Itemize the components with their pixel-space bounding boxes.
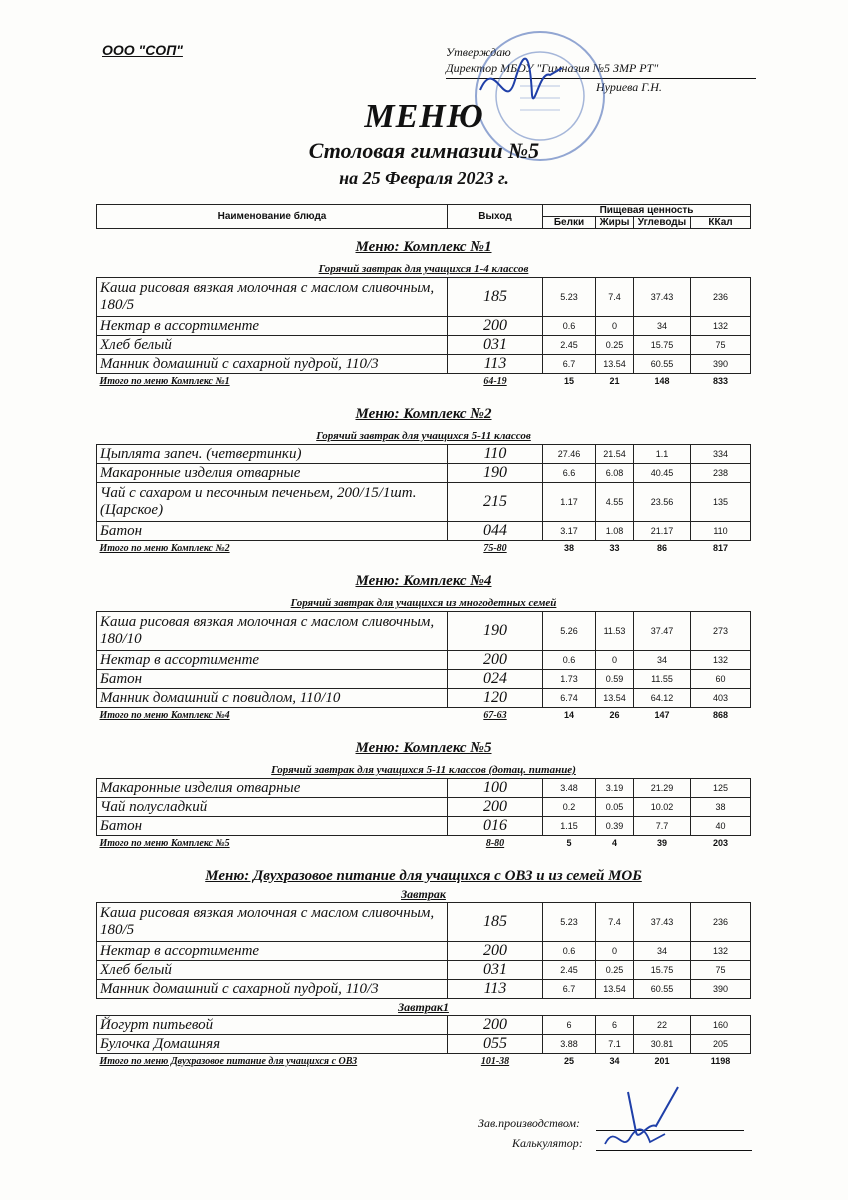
dish-carbs: 10.02 [634,798,691,817]
dish-carbs: 30.81 [634,1035,691,1054]
group-title-row [97,257,751,278]
group-title: Завтрак [401,886,446,901]
dish-carbs: 11.55 [634,670,691,689]
table-row [97,942,751,961]
dish-fats: 0 [596,317,634,336]
section-spacer [97,388,751,396]
dish-name: Чай с сахаром и песочным печеньем, 200/15/1шт. (Царское) [97,483,448,522]
dish-proteins: 6.74 [543,689,596,708]
total-output: 8-80 [485,837,505,849]
dish-carbs: 37.43 [634,278,691,317]
total-row [97,541,751,556]
total-carbs: 147 [654,710,670,720]
dish-name: Макаронные изделия отварные [97,779,448,798]
dish-output: 200 [448,942,543,961]
dish-name: Каша рисовая вязкая молочная с маслом сливочным, 180/5 [97,903,448,942]
dish-output: 215 [448,483,543,522]
dish-proteins: 0.6 [543,317,596,336]
total-label: Итого по меню Комплекс №2 [99,542,230,554]
total-label: Итого по меню Двухразовое питание для учащихся с ОВЗ [99,1055,358,1067]
dish-carbs: 34 [634,317,691,336]
table-row [97,336,751,355]
table-row [97,522,751,541]
dish-name: Каша рисовая вязкая молочная с маслом сливочным, 180/10 [97,612,448,651]
dish-carbs: 21.17 [634,522,691,541]
dish-fats: 7.1 [596,1035,634,1054]
section-title: Меню: Комплекс №2 [355,405,492,422]
dish-proteins: 3.48 [543,779,596,798]
dish-fats: 21.54 [596,445,634,464]
page-subtitle: Столовая гимназии №5 [308,138,540,163]
dish-proteins: 2.45 [543,961,596,980]
dish-kcal: 390 [691,980,751,999]
dish-name: Нектар в ассортименте [97,317,448,336]
dish-fats: 7.4 [596,278,634,317]
dish-fats: 0 [596,651,634,670]
table-row [97,670,751,689]
dish-kcal: 334 [691,445,751,464]
dish-carbs: 64.12 [634,689,691,708]
section-title-row [97,396,751,424]
menu-table [96,204,751,1068]
total-proteins: 5 [566,838,572,848]
total-proteins: 38 [563,543,574,553]
dish-fats: 1.08 [596,522,634,541]
dish-proteins: 5.23 [543,903,596,942]
group-title-row [97,591,751,612]
total-output: 75-80 [483,542,507,554]
dish-name: Хлеб белый [97,336,448,355]
header-output: Выход [448,205,543,229]
group-title: Горячий завтрак для учащихся 1-4 классов [318,263,529,275]
total-kcal: 203 [713,838,729,848]
dish-fats: 0.39 [596,817,634,836]
group-title: Горячий завтрак для учащихся 5-11 классов (дотац. питание) [271,764,576,776]
table-row [97,317,751,336]
dish-output: 113 [448,355,543,374]
dish-kcal: 38 [691,798,751,817]
total-carbs: 148 [654,376,670,386]
spacer-cell [97,388,751,396]
total-output: 64-19 [483,375,507,387]
director-name: Нуриева Г.Н. [446,78,756,95]
total-proteins: 15 [563,376,574,386]
dish-output: 016 [448,817,543,836]
table-row [97,464,751,483]
group-title-row [97,424,751,445]
dish-carbs: 7.7 [634,817,691,836]
dish-proteins: 3.17 [543,522,596,541]
table-row [97,903,751,942]
header-fats: Жиры [596,217,634,229]
dish-proteins: 3.88 [543,1035,596,1054]
dish-name: Батон [97,817,448,836]
dish-output: 200 [448,1016,543,1035]
dish-name: Нектар в ассортименте [97,651,448,670]
dish-output: 185 [448,278,543,317]
dish-fats: 13.54 [596,689,634,708]
header-carbs: Углеводы [634,217,691,229]
dish-carbs: 60.55 [634,980,691,999]
table-row [97,612,751,651]
table-row [97,355,751,374]
calculator-label: Калькулятор: [512,1136,583,1150]
dish-proteins: 0.6 [543,651,596,670]
dish-proteins: 1.73 [543,670,596,689]
total-row [97,708,751,723]
dish-fats: 13.54 [596,980,634,999]
dish-proteins: 5.23 [543,278,596,317]
total-carbs: 86 [656,543,667,553]
dish-proteins: 1.15 [543,817,596,836]
table-row [97,1035,751,1054]
total-label: Итого по меню Комплекс №4 [99,709,230,721]
dish-output: 055 [448,1035,543,1054]
section-spacer [97,555,751,563]
total-fats: 33 [609,543,620,553]
dish-kcal: 40 [691,817,751,836]
dish-output: 185 [448,903,543,942]
header-dish: Наименование блюда [97,205,448,229]
total-kcal: 868 [713,710,729,720]
dish-fats: 6.08 [596,464,634,483]
header-nutrition: Пищевая ценность [543,205,751,217]
table-row [97,445,751,464]
dish-name: Нектар в ассортименте [97,942,448,961]
dish-output: 031 [448,961,543,980]
dish-carbs: 21.29 [634,779,691,798]
dish-output: 113 [448,980,543,999]
total-fats: 21 [609,376,620,386]
dish-output: 120 [448,689,543,708]
spacer-cell [97,555,751,563]
dish-proteins: 5.26 [543,612,596,651]
dish-fats: 0.25 [596,336,634,355]
dish-output: 100 [448,779,543,798]
dish-kcal: 125 [691,779,751,798]
dish-name: Цыплята запеч. (четвертинки) [97,445,448,464]
table-row [97,961,751,980]
table-row [97,779,751,798]
total-row [97,1054,751,1069]
section-spacer [97,850,751,858]
dish-kcal: 75 [691,336,751,355]
section-title: Меню: Двухразовое питание для учащихся с ОВЗ и из семей МОБ [205,867,642,884]
group-title-row [97,886,751,903]
dish-proteins: 27.46 [543,445,596,464]
total-label: Итого по меню Комплекс №5 [99,837,230,849]
dish-kcal: 132 [691,942,751,961]
dish-kcal: 273 [691,612,751,651]
table-row [97,798,751,817]
approved-label: Утверждаю [446,45,511,59]
header-row [97,205,751,217]
total-label: Итого по меню Комплекс №1 [99,375,230,387]
dish-output: 200 [448,317,543,336]
dish-carbs: 60.55 [634,355,691,374]
dish-name: Каша рисовая вязкая молочная с маслом сливочным, 180/5 [97,278,448,317]
dish-kcal: 132 [691,651,751,670]
dish-fats: 7.4 [596,903,634,942]
total-fats: 34 [609,1056,620,1066]
dish-name: Батон [97,670,448,689]
dish-fats: 11.53 [596,612,634,651]
dish-proteins: 6.7 [543,980,596,999]
dish-kcal: 236 [691,278,751,317]
section-title: Меню: Комплекс №1 [355,238,492,255]
dish-fats: 0 [596,942,634,961]
dish-kcal: 236 [691,903,751,942]
dish-kcal: 160 [691,1016,751,1035]
dish-name: Йогурт питьевой [97,1016,448,1035]
dish-carbs: 37.43 [634,903,691,942]
total-fats: 4 [611,838,617,848]
total-proteins: 14 [563,710,574,720]
header-proteins: Белки [543,217,596,229]
dish-fats: 0.59 [596,670,634,689]
director-label: Директор МБОУ "Гимназия №5 ЗМР РТ" [446,61,659,75]
total-proteins: 25 [563,1056,574,1066]
dish-kcal: 238 [691,464,751,483]
section-title-row [97,858,751,886]
dish-proteins: 0.6 [543,942,596,961]
section-title-row [97,229,751,258]
dish-carbs: 15.75 [634,336,691,355]
dish-name: Чай полусладкий [97,798,448,817]
dish-proteins: 6 [543,1016,596,1035]
dish-output: 200 [448,651,543,670]
table-row [97,483,751,522]
dish-carbs: 15.75 [634,961,691,980]
dish-name: Хлеб белый [97,961,448,980]
dish-fats: 0.25 [596,961,634,980]
dish-proteins: 1.17 [543,483,596,522]
group-title: Горячий завтрак для учащихся 5-11 классов [316,430,531,442]
dish-carbs: 34 [634,942,691,961]
dish-output: 200 [448,798,543,817]
dish-name: Булочка Домашняя [97,1035,448,1054]
dish-proteins: 0.2 [543,798,596,817]
dish-carbs: 23.56 [634,483,691,522]
dish-kcal: 60 [691,670,751,689]
dish-name: Манник домашний с сахарной пудрой, 110/3 [97,355,448,374]
dish-fats: 3.19 [596,779,634,798]
dish-carbs: 37.47 [634,612,691,651]
total-output: 67-63 [483,709,507,721]
dish-fats: 13.54 [596,355,634,374]
dish-output: 190 [448,464,543,483]
section-title-row [97,730,751,758]
total-kcal: 817 [713,543,729,553]
total-carbs: 201 [654,1056,670,1066]
group-title-row [97,999,751,1016]
dish-output: 044 [448,522,543,541]
total-kcal: 1198 [710,1056,731,1066]
dish-output: 190 [448,612,543,651]
dish-output: 024 [448,670,543,689]
menu-body [97,229,751,1069]
group-title: Горячий завтрак для учащихся из многодетных семей [290,597,557,609]
section-spacer [97,722,751,730]
dish-kcal: 205 [691,1035,751,1054]
dish-kcal: 403 [691,689,751,708]
header-kcal: ККал [691,217,751,229]
dish-kcal: 110 [691,522,751,541]
table-row [97,689,751,708]
table-row [97,817,751,836]
table-row [97,278,751,317]
dish-output: 110 [448,445,543,464]
dish-kcal: 132 [691,317,751,336]
table-row [97,1016,751,1035]
dish-fats: 6 [596,1016,634,1035]
total-carbs: 39 [656,838,667,848]
dish-fats: 4.55 [596,483,634,522]
page-title: МЕНЮ [364,98,484,135]
dish-kcal: 390 [691,355,751,374]
dish-proteins: 6.6 [543,464,596,483]
total-fats: 26 [609,710,620,720]
table-row [97,980,751,999]
dish-output: 031 [448,336,543,355]
dish-kcal: 75 [691,961,751,980]
group-title: Завтрак1 [398,999,449,1014]
dish-name: Батон [97,522,448,541]
menu-date: на 25 Февраля 2023 г. [339,168,509,188]
dish-proteins: 2.45 [543,336,596,355]
dish-name: Манник домашний с повидлом, 110/10 [97,689,448,708]
group-title-row [97,758,751,779]
section-title-row [97,563,751,591]
spacer-cell [97,722,751,730]
table-row [97,651,751,670]
total-output: 101-38 [480,1055,510,1067]
production-manager-label: Зав.производством: [478,1116,581,1130]
total-row [97,836,751,851]
dish-kcal: 135 [691,483,751,522]
dish-fats: 0.05 [596,798,634,817]
calculator-signature [600,1124,670,1154]
dish-proteins: 6.7 [543,355,596,374]
dish-name: Макаронные изделия отварные [97,464,448,483]
dish-name: Манник домашний с сахарной пудрой, 110/3 [97,980,448,999]
total-kcal: 833 [713,376,729,386]
dish-carbs: 22 [634,1016,691,1035]
spacer-cell [97,850,751,858]
dish-carbs: 1.1 [634,445,691,464]
section-title: Меню: Комплекс №5 [355,739,492,756]
dish-carbs: 34 [634,651,691,670]
organization-name: ООО "СОП" [102,42,183,58]
section-title: Меню: Комплекс №4 [355,572,492,589]
total-row [97,374,751,389]
dish-carbs: 40.45 [634,464,691,483]
